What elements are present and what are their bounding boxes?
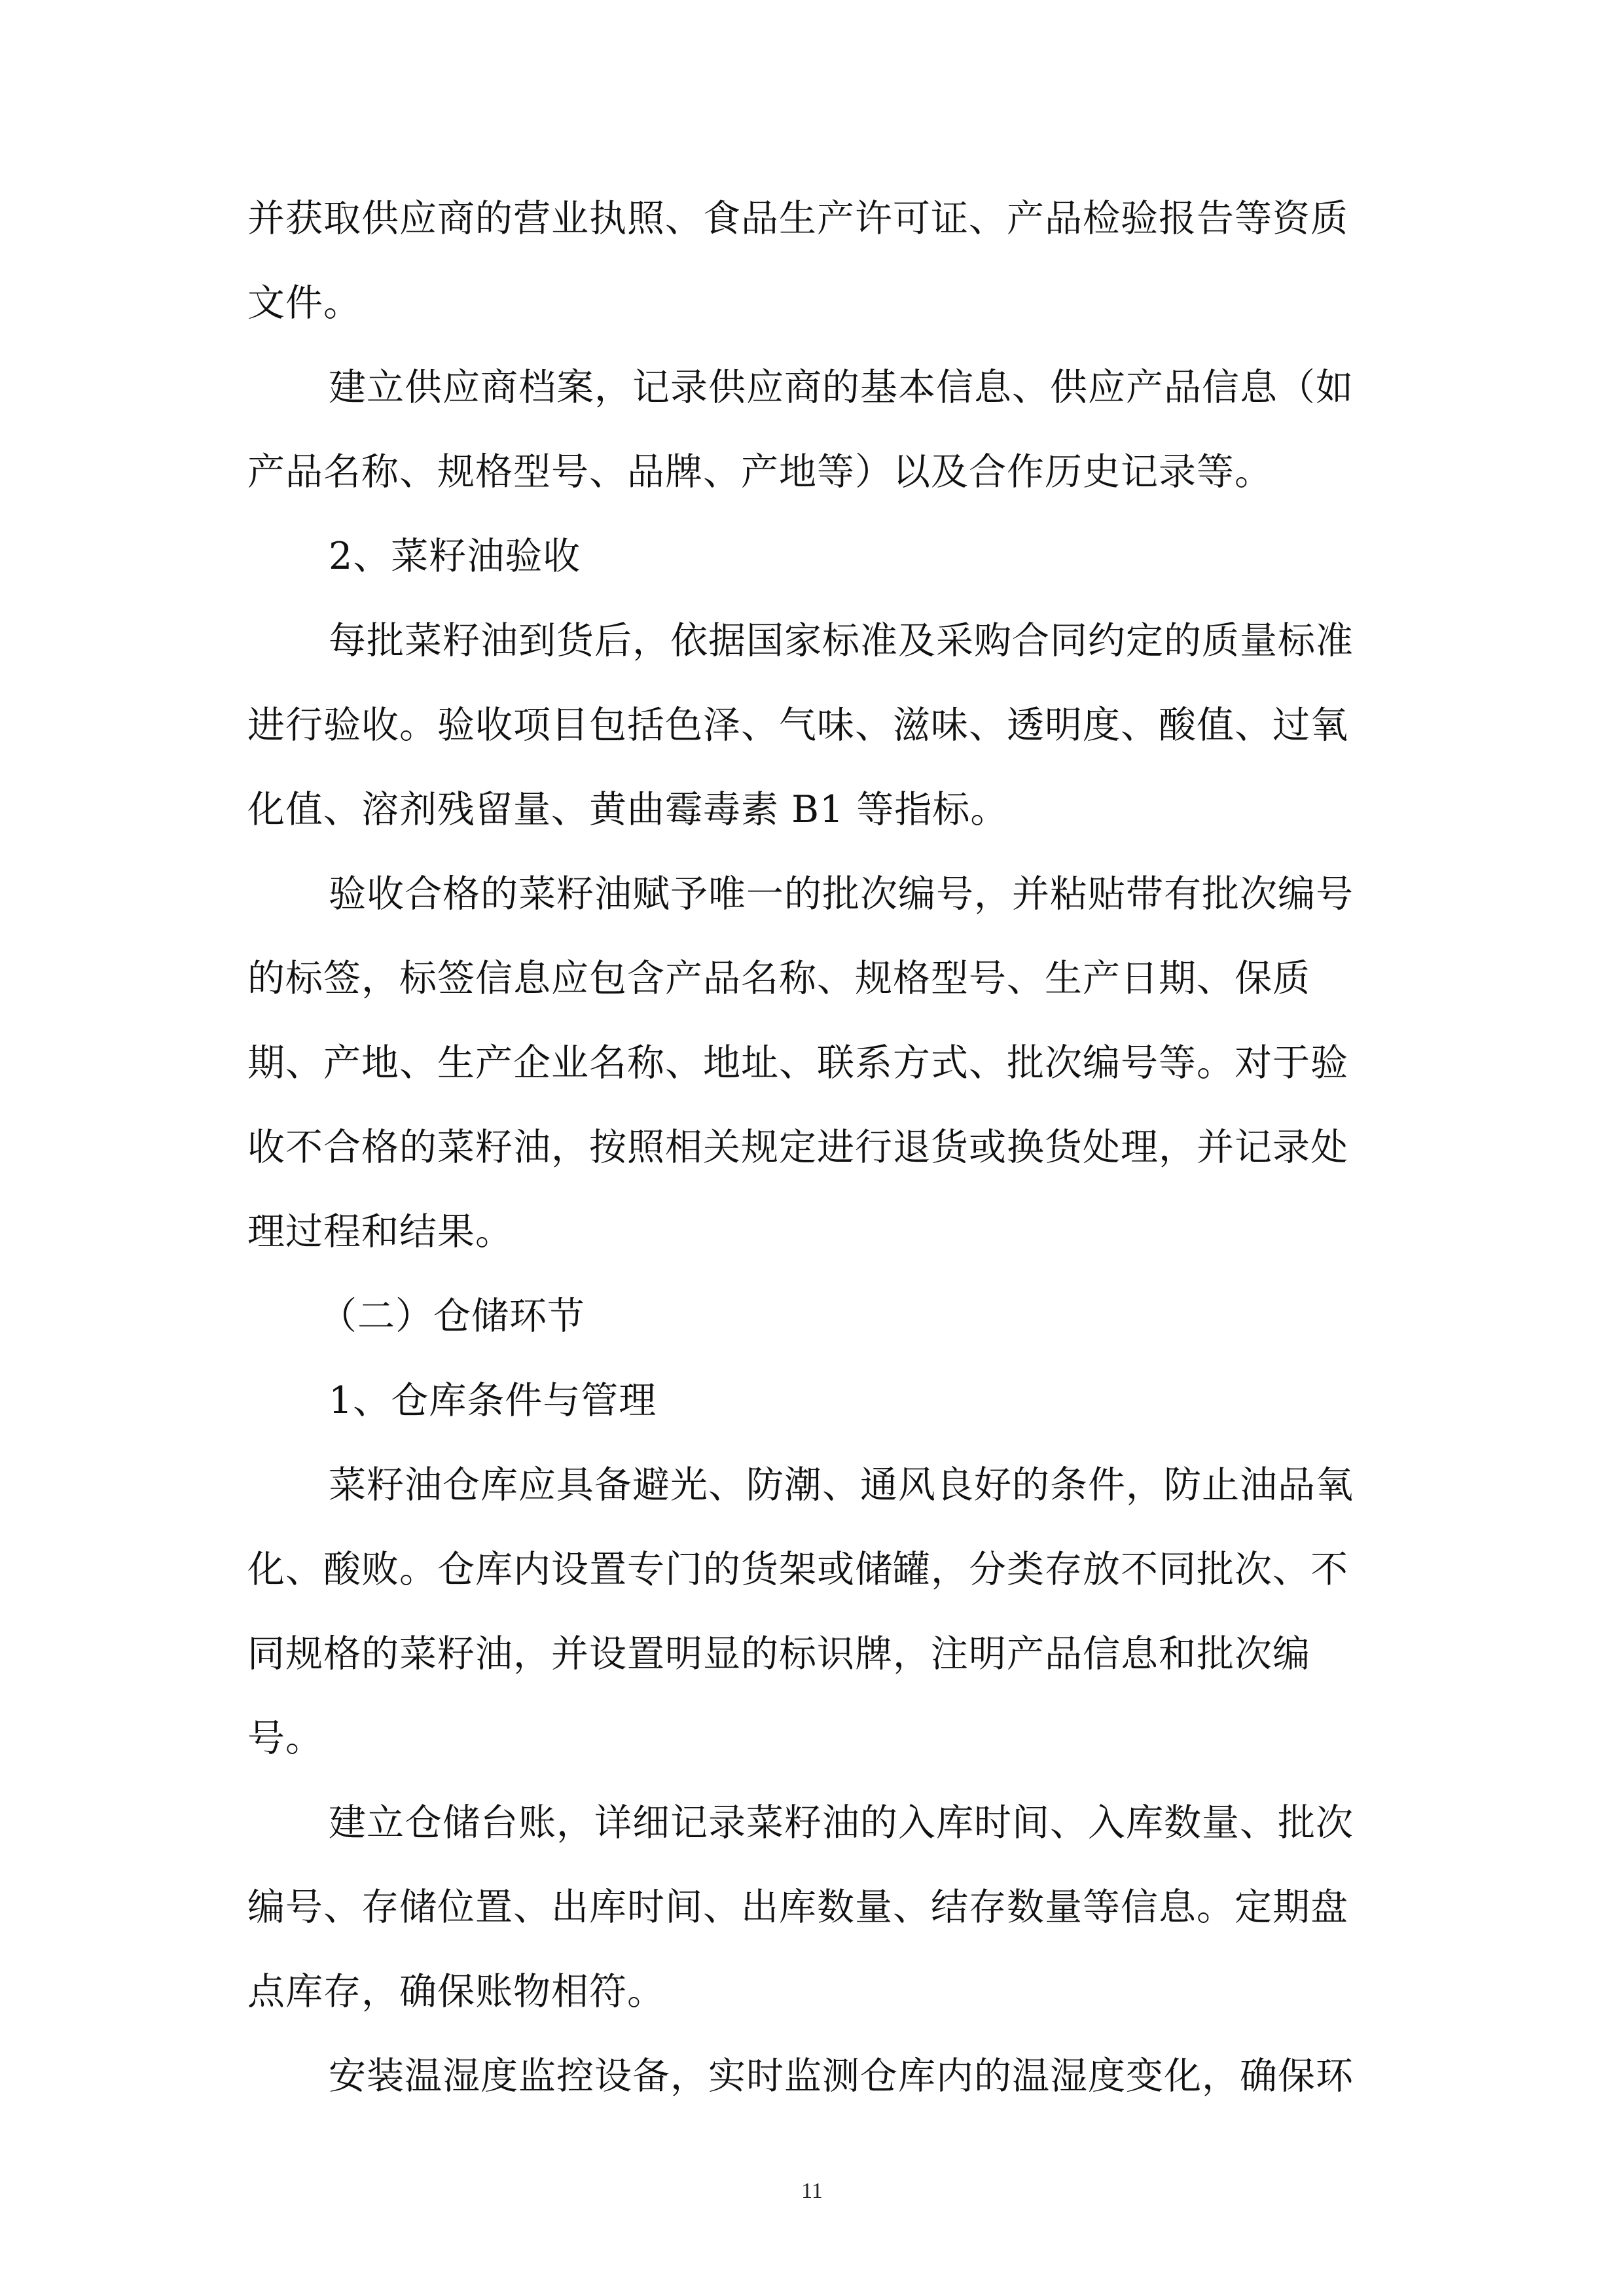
- text-line: 进行验收。验收项目包括色泽、气味、滋味、透明度、酸值、过氧: [247, 704, 1348, 747]
- text-line: 菜籽油仓库应具备避光、防潮、通风良好的条件，防止油品氧: [329, 1463, 1354, 1507]
- text-line: 的标签，标签信息应包含产品名称、规格型号、生产日期、保质: [247, 957, 1310, 1000]
- text-line: 化值、溶剂残留量、黄曲霉毒素 B1 等指标。: [247, 788, 1009, 831]
- text-line: 每批菜籽油到货后，依据国家标准及采购合同约定的质量标准: [329, 619, 1354, 662]
- page-number: 11: [801, 2179, 823, 2203]
- text-line: 产品名称、规格型号、品牌、产地等）以及合作历史记录等。: [247, 450, 1272, 493]
- section-heading: （二）仓储环节: [319, 1295, 585, 1338]
- text-line: 安装温湿度监控设备，实时监测仓库内的温湿度变化，确保环: [329, 2054, 1354, 2098]
- text-line: 文件。: [247, 281, 361, 325]
- text-line: 收不合格的菜籽油，按照相关规定进行退货或换货处理，并记录处: [247, 1126, 1348, 1169]
- text-line: 建立供应商档案，记录供应商的基本信息、供应产品信息（如: [329, 366, 1354, 409]
- document-body: [247, 177, 1390, 2119]
- text-line: 编号、存储位置、出库时间、出库数量、结存数量等信息。定期盘: [247, 1886, 1348, 1929]
- text-line: 建立仓储台账，详细记录菜籽油的入库时间、入库数量、批次: [329, 1801, 1354, 1844]
- text-line: 期、产地、生产企业名称、地址、联系方式、批次编号等。对于验: [247, 1041, 1348, 1085]
- text-line: 理过程和结果。: [247, 1210, 513, 1253]
- text-line: 并获取供应商的营业执照、食品生产许可证、产品检验报告等资质: [247, 197, 1348, 240]
- text-line: 同规格的菜籽油，并设置明显的标识牌，注明产品信息和批次编: [247, 1632, 1310, 1676]
- subsection-heading: 1、仓库条件与管理: [329, 1379, 657, 1422]
- subsection-heading: 2、菜籽油验收: [329, 535, 581, 578]
- text-line: 验收合格的菜籽油赋予唯一的批次编号，并粘贴带有批次编号: [329, 872, 1354, 916]
- text-line: 化、酸败。仓库内设置专门的货架或储罐，分类存放不同批次、不: [247, 1548, 1348, 1591]
- text-line: 号。: [247, 1717, 323, 1760]
- text-line: 点库存，确保账物相符。: [247, 1970, 665, 2013]
